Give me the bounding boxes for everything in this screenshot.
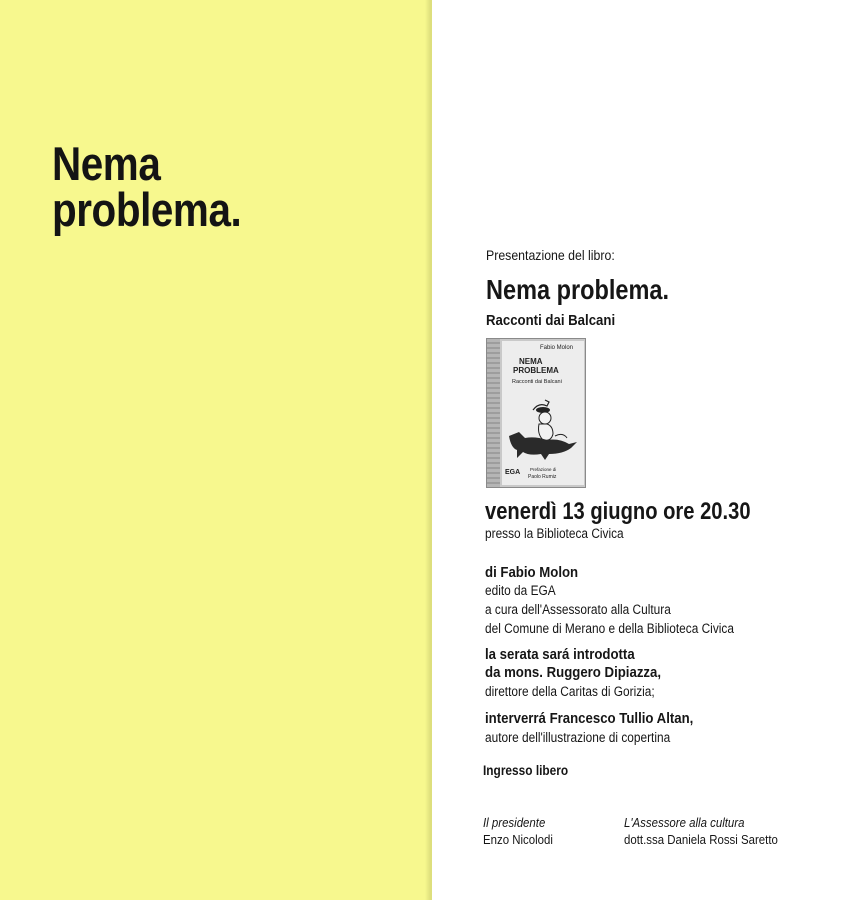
book-cover-illustration — [503, 396, 579, 460]
book-cover-title-line2: PROBLEMA — [513, 366, 559, 375]
book-cover-publisher-logo: EGA — [505, 469, 521, 476]
signature-name-assessore: dott.ssa Daniela Rossi Saretto — [624, 832, 778, 847]
book-cover-author: Fabio Molon — [540, 345, 574, 351]
introduction-line-1: la serata sará introdotta — [485, 646, 635, 663]
speaker-line-2: autore dell'illustrazione di copertina — [485, 730, 671, 745]
book-title: Nema problema. — [486, 274, 670, 305]
publisher-line: edito da EGA — [485, 583, 556, 598]
book-cover-title-line1: NEMA — [519, 357, 543, 366]
cover-title-line1: Nema — [52, 137, 161, 190]
admission-text: Ingresso libero — [483, 763, 569, 778]
event-date: venerdì 13 giugno ore 20.30 — [485, 498, 751, 525]
event-venue: presso la Biblioteca Civica — [485, 526, 624, 541]
curated-line-1: a cura dell'Assessorato alla Cultura — [485, 602, 671, 617]
book-subtitle: Racconti dai Balcani — [486, 312, 616, 329]
speaker-line-1: interverrá Francesco Tullio Altan, — [485, 710, 694, 727]
cover-title — [52, 137, 344, 236]
book-spine — [487, 339, 500, 487]
introduction-line-2: da mons. Ruggero Dipiazza, — [485, 664, 662, 681]
curated-line-2: del Comune di Merano e della Biblioteca Civica — [485, 621, 734, 636]
book-cover-preface-label: Prefazione di — [530, 467, 557, 472]
book-cover-subtitle: Racconti dai Balcani — [512, 379, 562, 385]
signature-role-president: Il presidente — [483, 815, 546, 830]
intro-text: Presentazione del libro: — [486, 247, 615, 263]
cover-title-line2: problema. — [52, 183, 242, 236]
book-author: di Fabio Molon — [485, 564, 579, 581]
signature-role-assessore: L'Assessore alla cultura — [624, 815, 745, 830]
introduction-line-3: direttore della Caritas di Gorizia; — [485, 684, 655, 699]
book-cover-preface-name: Paolo Rumiz — [528, 474, 557, 480]
signature-name-president: Enzo Nicolodi — [483, 832, 553, 847]
